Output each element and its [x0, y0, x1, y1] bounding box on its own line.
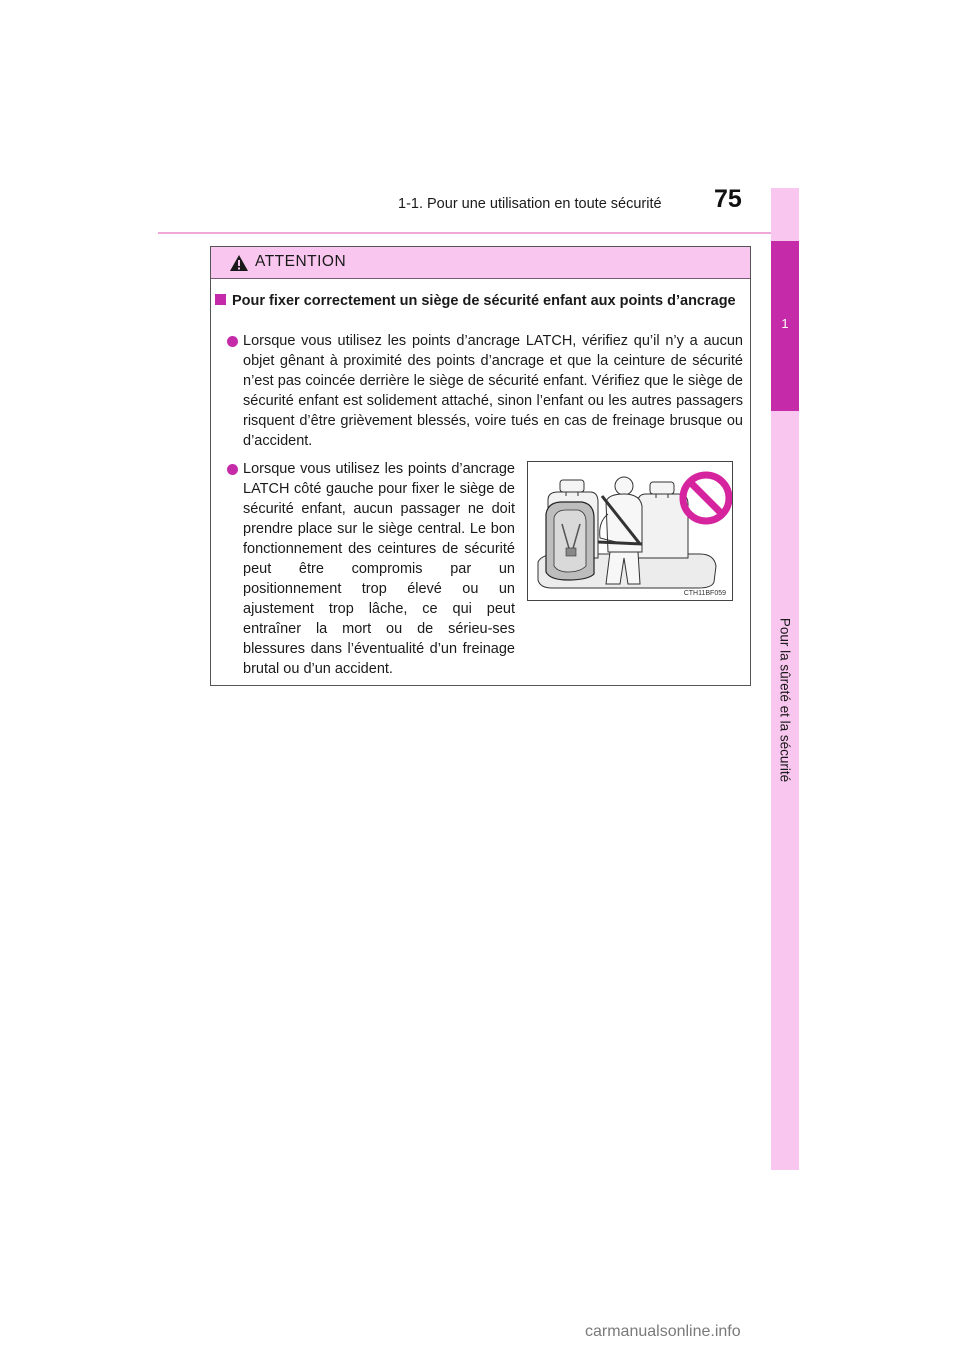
- chapter-number-tab: [771, 241, 799, 411]
- warning-heading: [215, 291, 743, 311]
- warning-box: [210, 246, 751, 686]
- round-bullet-icon: [227, 336, 238, 347]
- chapter-label: Pour la sûreté et la sécurité: [777, 617, 793, 783]
- chapter-number: 1: [781, 316, 789, 331]
- warning-title: ATTENTION: [255, 253, 347, 270]
- header-divider: [158, 232, 799, 234]
- page-number: 75: [714, 185, 742, 213]
- warning-item: [243, 459, 515, 679]
- warning-triangle-icon: [229, 254, 249, 272]
- square-bullet-icon: [215, 294, 226, 305]
- warning-item-text: Lorsque vous utilisez les points d’ancrage LATCH côté gauche pour fixer le siège de sécurité enfant, aucun passager ne doit prendre place sur le siège central. Le bon fonctionnement des ceintures de sécurité peut être compromis par un positionnement trop élevé ou un ajustement trop lâche, ce qui peut entraîner la mort ou de sérieu-ses blessures dans l’éventualité d’un freinage brutal ou d’un accident.: [243, 461, 515, 677]
- child-seat-illustration: [528, 462, 732, 600]
- figure-child-seat: [527, 461, 733, 601]
- round-bullet-icon: [227, 464, 238, 475]
- section-title: 1-1. Pour une utilisation en toute sécurité: [398, 196, 662, 212]
- warning-heading-text: Pour fixer correctement un siège de sécurité enfant aux points d’ancrage: [232, 293, 736, 309]
- warning-header: [211, 247, 750, 279]
- warning-item-text: Lorsque vous utilisez les points d’ancrage LATCH, vérifiez qu’il n’y a aucun objet gênant à proximité des points d’ancrage et que la ceinture de sécurité n’est pas coincée derrière le siège de sécurité enfant. Vérifiez que le siège de sécurité enfant est solidement attaché, sinon l’enfant ou les autres passagers risquent d’être grièvement blessés, voire tués en cas de freinage brusque ou d’accident.: [243, 333, 743, 449]
- prohibited-icon: [683, 475, 729, 521]
- figure-code: CTH11BF059: [683, 590, 726, 597]
- warning-item: [243, 331, 743, 451]
- watermark: carmanualsonline.info: [585, 1323, 741, 1340]
